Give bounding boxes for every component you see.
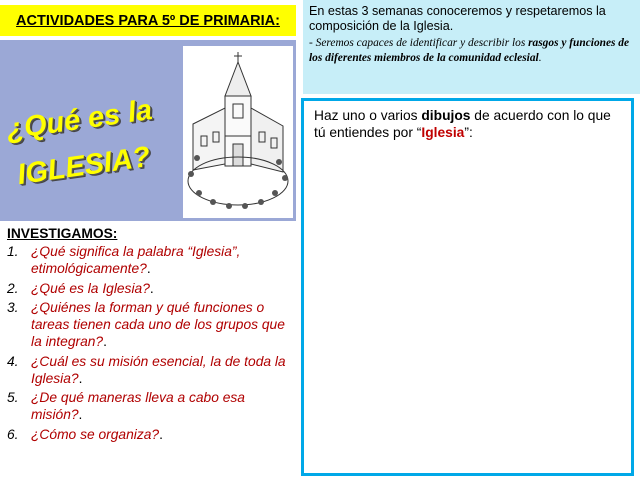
objectives-intro: En estas 3 semanas conoceremos y respetaremos la composición de la Iglesia.: [309, 4, 606, 33]
list-item: 4. ¿Cuál es su misión esencial, la de toda la Iglesia?.: [7, 353, 286, 386]
list-item: 1. ¿Qué significa la palabra “Iglesia”, etimológicamente?.: [7, 244, 241, 276]
question-list: [0, 244, 296, 444]
drawing-instructions: Haz uno o varios dibujos de acuerdo con lo que tú entiendes por “Iglesia”:: [314, 108, 611, 140]
investigamos-heading: INVESTIGAMOS:: [7, 226, 118, 241]
list-item: 3. ¿Quiénes la forman y qué funciones o tareas tienen cada uno de los grupos que la integran?.: [7, 300, 285, 349]
list-item: 5. ¿De qué maneras lleva a cabo esa misión?.: [7, 390, 245, 423]
objectives-goal: - Seremos capaces de identificar y describir los rasgos y funciones de los diferentes miembros de la comunidad eclesial.: [309, 37, 630, 64]
list-item: 6. ¿Cómo se organiza?.: [7, 426, 163, 442]
list-item: 2. ¿Qué es la Iglesia?.: [7, 280, 154, 296]
banner-question-line1: ¿Qué es la: [4, 93, 155, 147]
objectives-box: [303, 0, 640, 94]
page-title: ACTIVIDADES PARA 5º DE PRIMARIA:: [0, 5, 296, 36]
church-banner: [0, 40, 296, 221]
investigation-questions: [0, 226, 296, 480]
church-with-children-icon: [183, 46, 293, 218]
banner-question-line2: IGLESIA?: [15, 140, 153, 192]
drawing-area[interactable]: [301, 98, 634, 476]
